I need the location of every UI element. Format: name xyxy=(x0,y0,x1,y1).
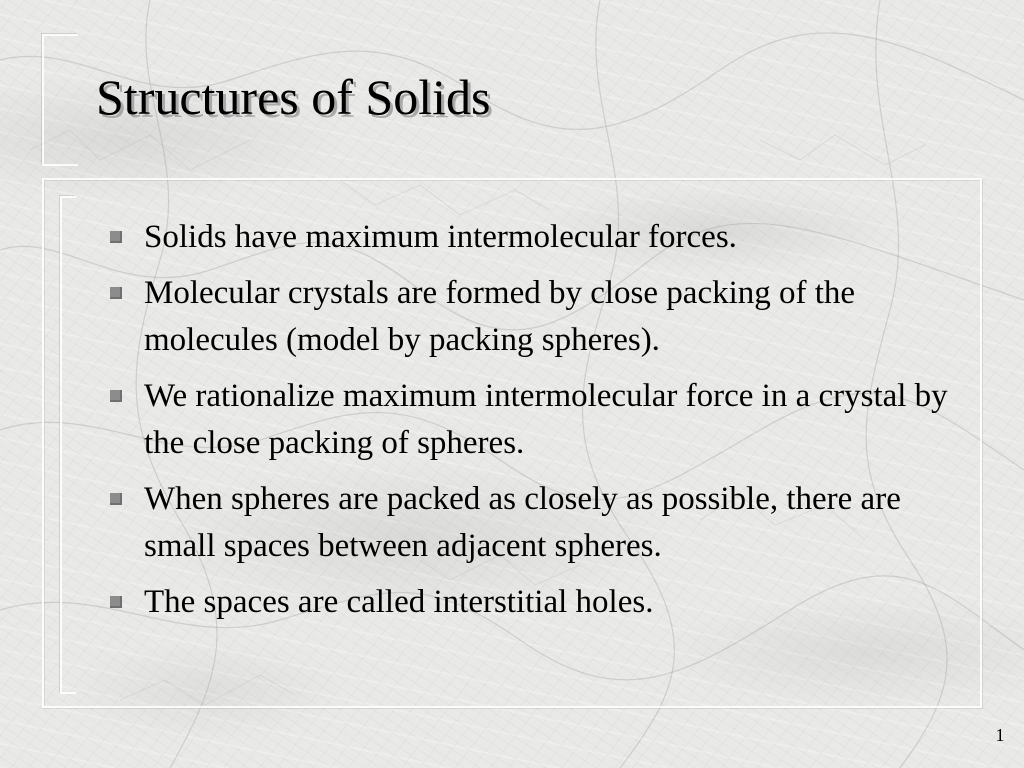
square-bullet-icon xyxy=(110,231,122,243)
bullet-text: The spaces are called interstitial holes. xyxy=(144,584,654,620)
slide-title: Structures of Solids xyxy=(96,69,491,125)
square-bullet-icon xyxy=(110,287,122,299)
square-bullet-icon xyxy=(110,390,122,402)
page-number: 1 xyxy=(995,725,1005,745)
content-frame-bracket xyxy=(60,196,76,694)
bullet-list xyxy=(104,214,964,635)
bullet-item xyxy=(104,579,964,626)
bullet-text: When spheres are packed as closely as possible, there are small spaces between adjacent spheres. xyxy=(144,481,901,564)
square-bullet-icon xyxy=(110,493,122,505)
bullet-item xyxy=(104,476,964,570)
bullet-item xyxy=(104,373,964,467)
title-frame-bracket xyxy=(42,34,78,166)
square-bullet-icon xyxy=(110,596,122,608)
bullet-item xyxy=(104,214,964,261)
bullet-item xyxy=(104,270,964,364)
bullet-text: We rationalize maximum intermolecular force in a crystal by the close packing of spheres. xyxy=(144,378,948,461)
bullet-text: Molecular crystals are formed by close packing of the molecules (model by packing spheres). xyxy=(144,275,856,358)
bullet-text: Solids have maximum intermolecular forces. xyxy=(144,219,737,255)
